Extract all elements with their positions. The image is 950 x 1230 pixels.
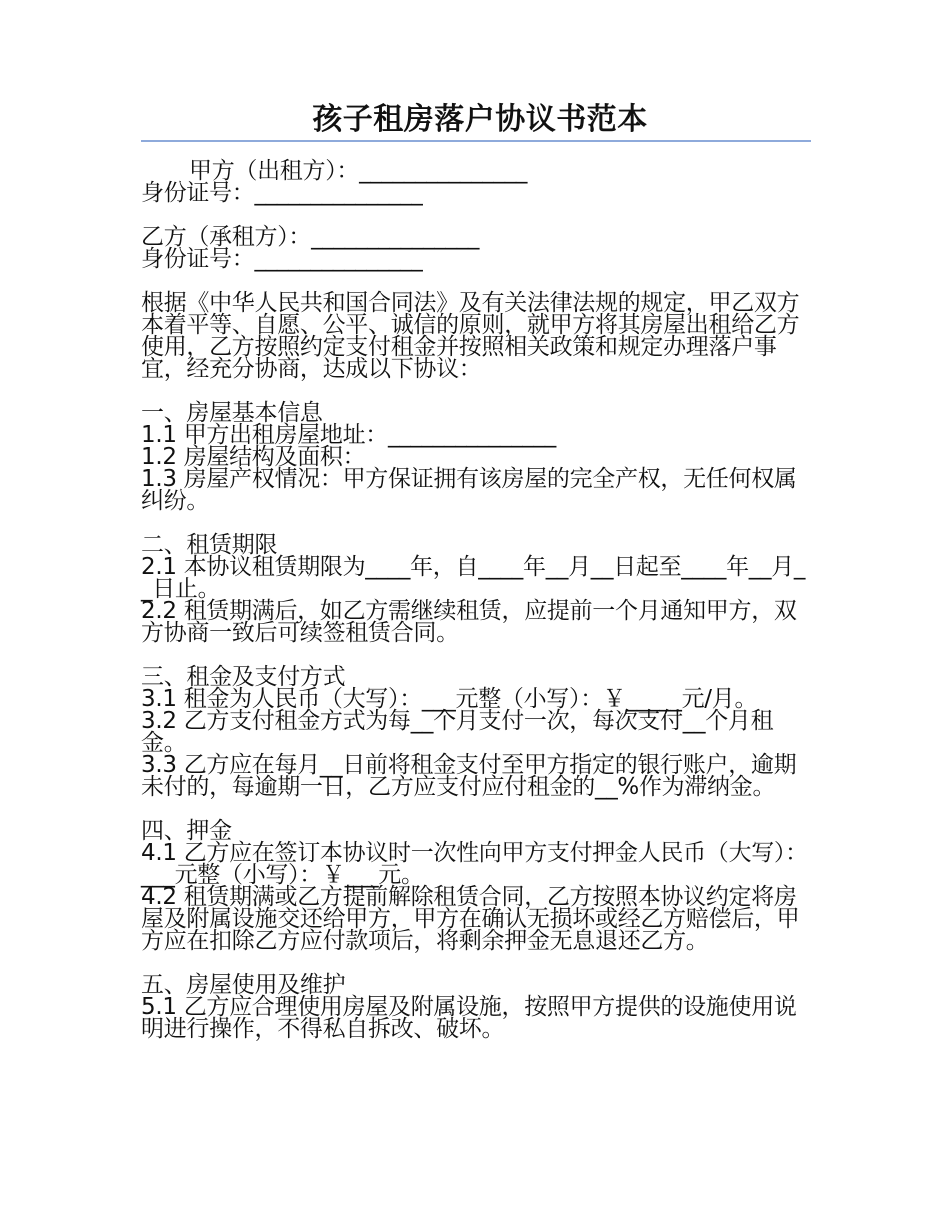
section-heading: 三、租金及支付方式 [141,664,346,690]
document-page [141,100,811,1040]
section-heading: 二、租赁期限 [141,532,278,558]
spacer [141,204,811,226]
clause: 5.1 乙方应合理使用房屋及附属设施，按照甲方提供的设施使用说明进行操作，不得私自拆改、破坏。 [141,994,797,1042]
title-underline [141,140,811,142]
party-b-line: 乙方（承租方）：_______________ [141,224,480,250]
party-a-id-line: 身份证号：_______________ [141,180,423,206]
spacer [141,798,811,820]
preamble-paragraph: 根据《中华人民共和国合同法》及有关法律法规的规定，甲乙双方本着平等、自愿、公平、诚信的原则，就甲方将其房屋出租给乙方使用，乙方按照约定支付租金并按照相关政策和规定办理落户事宜，经充分协商，达成以下协议： [141,290,800,382]
party-a-line: 甲方（出租方）：_______________ [189,158,528,184]
clause: 3.2 乙方支付租金方式为每__个月支付一次，每次支付__个月租金。 [141,708,774,756]
section-heading: 五、房屋使用及维护 [141,972,346,998]
clause: 1.2 房屋结构及面积： [141,444,366,470]
clause: 1.3 房屋产权情况：甲方保证拥有该房屋的完全产权，无任何权属纠纷。 [141,466,797,514]
clause: 3.1 租金为人民币（大写）：___元整（小写）：￥_____元/月。 [141,686,758,712]
clause: 2.1 本协议租赁期限为____年，自____年__月__日起至____年__月__日止。 [141,554,806,602]
spacer [141,380,811,402]
section-heading: 四、押金 [141,818,232,844]
clause: 3.3 乙方应在每月__日前将租金支付至甲方指定的银行账户，逾期未付的，每逾期一日，乙方应支付应付租金的__%作为滞纳金。 [141,752,797,800]
spacer [141,952,811,974]
document-title: 孩子租房落户协议书范本 [312,102,648,137]
spacer [141,644,811,666]
party-b-id-line: 身份证号：_______________ [141,246,423,272]
clause: 1.1 甲方出租房屋地址：_______________ [141,422,556,448]
clause: 2.2 租赁期满后，如乙方需继续租赁，应提前一个月通知甲方，双方协商一致后可续签租赁合同。 [141,598,797,646]
clause: 4.2 租赁期满或乙方提前解除租赁合同，乙方按照本协议约定将房屋及附属设施交还给甲方，甲方在确认无损坏或经乙方赔偿后，甲方应在扣除乙方应付款项后，将剩余押金无息退还乙方。 [141,884,800,954]
section-heading: 一、房屋基本信息 [141,400,323,426]
spacer [141,270,811,292]
document-body [141,160,811,1040]
spacer [141,512,811,534]
clause: 4.1 乙方应在签订本协议时一次性向甲方支付押金人民币（大写）：___元整（小写）：￥___元。 [141,840,808,888]
